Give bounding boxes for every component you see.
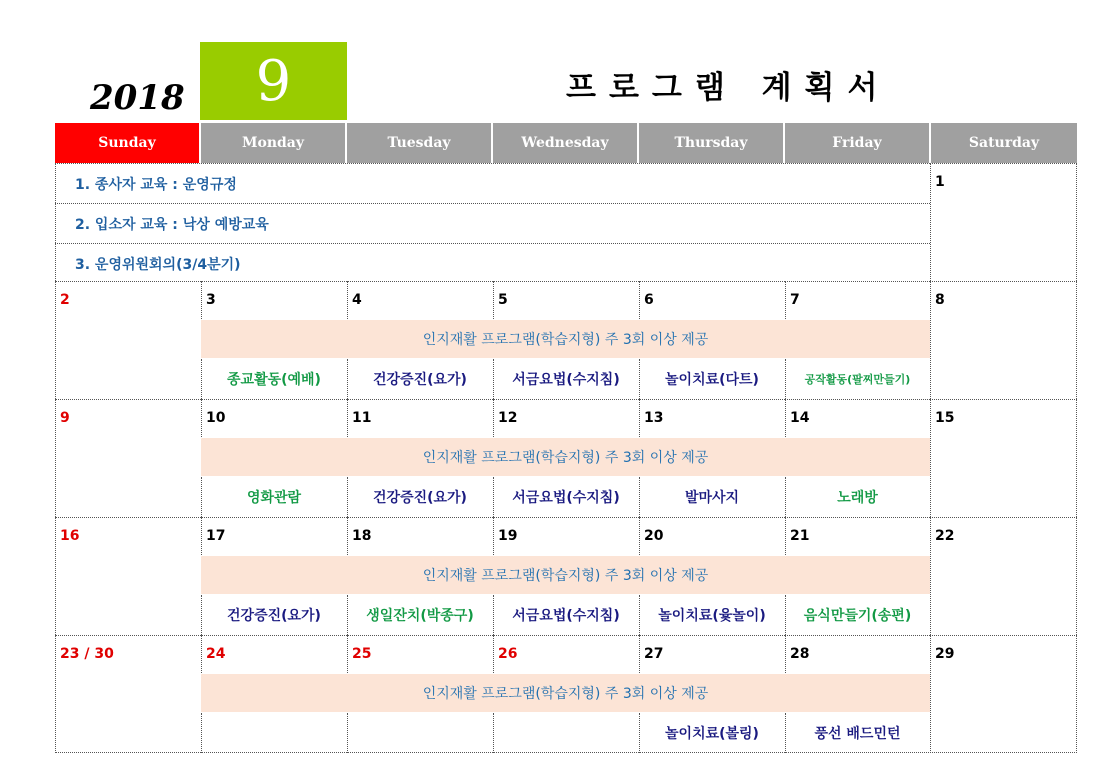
- day-cell: [785, 517, 930, 555]
- day-cell: [55, 399, 201, 517]
- day-cell: [493, 399, 639, 437]
- activity-label: 놀이치료(다트): [665, 372, 759, 388]
- day-cell: [930, 399, 1077, 517]
- year-label: 2018: [90, 78, 185, 118]
- activity-cell: [201, 713, 347, 753]
- activity-cell: [347, 713, 493, 753]
- day-cell: [55, 517, 201, 635]
- date-number: 19: [498, 528, 518, 544]
- activity-label: 서금요법(수지침): [512, 490, 620, 506]
- day-cell: [930, 163, 1077, 281]
- activity-label: 영화관람: [246, 490, 302, 506]
- date-number: 9: [60, 410, 70, 426]
- date-number: 29: [935, 646, 955, 662]
- activity-label: 놀이치료(볼링): [665, 726, 759, 742]
- header-thursday: Thursday: [639, 123, 785, 163]
- date-number: 14: [790, 410, 810, 426]
- date-number: 20: [644, 528, 664, 544]
- date-number: 17: [206, 528, 226, 544]
- activity-label: 서금요법(수지침): [512, 608, 620, 624]
- day-cell: [930, 517, 1077, 635]
- activity-label: 건강증진(요가): [373, 372, 467, 388]
- activity-label: 종교활동(예배): [227, 372, 321, 388]
- day-cell: [55, 635, 201, 753]
- date-number: 24: [206, 646, 226, 662]
- date-number: 25: [352, 646, 372, 662]
- activity-label: 발마사지: [684, 490, 740, 506]
- day-cell: [785, 281, 930, 319]
- activity-label: 건강증진(요가): [373, 490, 467, 506]
- day-cell: [201, 281, 347, 319]
- day-cell: [493, 517, 639, 555]
- date-number: 15: [935, 410, 955, 426]
- date-number: 13: [644, 410, 664, 426]
- date-number: 10: [206, 410, 226, 426]
- date-number: 2: [60, 292, 70, 308]
- notice-2: 2. 입소자 교육 : 낙상 예방교육: [55, 203, 930, 243]
- date-number: 27: [644, 646, 664, 662]
- day-cell: [785, 635, 930, 673]
- month-box: 9: [200, 42, 347, 120]
- day-cell: [785, 399, 930, 437]
- program-band: 인지재활 프로그램(학습지형) 주 3회 이상 제공: [201, 320, 930, 358]
- activity-label: 공작활동(팔찌만들기): [804, 373, 911, 386]
- header-saturday: Saturday: [931, 123, 1077, 163]
- day-cell: [493, 281, 639, 319]
- program-band: 인지재활 프로그램(학습지형) 주 3회 이상 제공: [201, 556, 930, 594]
- date-number: 12: [498, 410, 518, 426]
- activity-label: 건강증진(요가): [227, 608, 321, 624]
- activity-label: 풍선 배드민턴: [814, 726, 901, 742]
- day-cell: [930, 281, 1077, 399]
- day-cell: [493, 635, 639, 673]
- date-number: 28: [790, 646, 810, 662]
- notice-3: 3. 운영위원회의(3/4분기): [55, 243, 930, 283]
- header-sunday: Sunday: [55, 123, 201, 163]
- day-cell: [201, 517, 347, 555]
- day-cell: [55, 281, 201, 399]
- date-number: 5: [498, 292, 508, 308]
- activity-label: 놀이치료(윷놀이): [658, 608, 766, 624]
- program-band: 인지재활 프로그램(학습지형) 주 3회 이상 제공: [201, 674, 930, 712]
- activity-cell: [493, 713, 639, 753]
- activity-label: 음식만들기(송편): [803, 608, 912, 624]
- header-friday: Friday: [785, 123, 931, 163]
- day-cell: [201, 399, 347, 437]
- notice-1: 1. 종사자 교육 : 운영규정: [55, 163, 930, 203]
- day-cell: [639, 399, 785, 437]
- date-number: 3: [206, 292, 216, 308]
- day-cell: [930, 635, 1077, 753]
- program-band: 인지재활 프로그램(학습지형) 주 3회 이상 제공: [201, 438, 930, 476]
- date-number: 6: [644, 292, 654, 308]
- day-cell: [639, 635, 785, 673]
- date-number: 21: [790, 528, 810, 544]
- day-cell: [201, 635, 347, 673]
- day-cell: [347, 635, 493, 673]
- day-cell: [639, 281, 785, 319]
- header-monday: Monday: [201, 123, 347, 163]
- date-number: 11: [352, 410, 372, 426]
- activity-label: 서금요법(수지침): [512, 372, 620, 388]
- day-cell: [347, 517, 493, 555]
- date-number: 23 / 30: [60, 646, 114, 662]
- header-tuesday: Tuesday: [347, 123, 493, 163]
- date-number: 8: [935, 292, 945, 308]
- date-number: 26: [498, 646, 518, 662]
- page-title: 프로그램 계획서: [566, 70, 891, 106]
- date-number: 22: [935, 528, 955, 544]
- day-cell: [639, 517, 785, 555]
- date-number: 7: [790, 292, 800, 308]
- date-number: 16: [60, 528, 80, 544]
- calendar-grid: [55, 123, 1077, 753]
- header-wednesday: Wednesday: [493, 123, 639, 163]
- day-cell: [347, 399, 493, 437]
- date-number: 18: [352, 528, 372, 544]
- activity-label: 노래방: [837, 490, 878, 506]
- activity-label: 생일잔치(박종구): [366, 608, 474, 624]
- day-cell: [347, 281, 493, 319]
- date-number: 4: [352, 292, 362, 308]
- date-number: 1: [935, 174, 945, 190]
